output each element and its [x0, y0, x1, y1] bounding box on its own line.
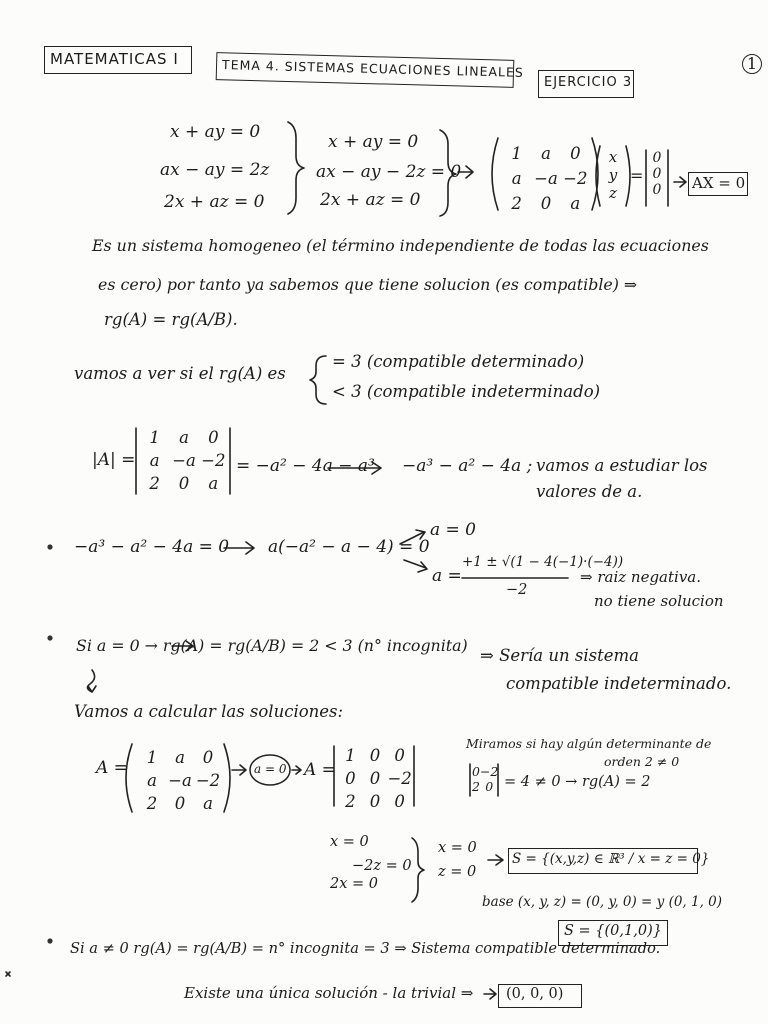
rearranged-eq-1: x + ay = 0 — [328, 132, 419, 152]
coef-matrix — [502, 144, 590, 213]
root-2-numerator: +1 ± √(1 − 4(−1)·(−4)) — [462, 554, 624, 570]
subject-title: MATEMATICAS I — [50, 50, 179, 68]
det-matrix — [140, 428, 228, 493]
minor-matrix — [472, 764, 499, 794]
reduced-brace — [412, 838, 424, 902]
A0-cell: 0 — [394, 792, 405, 811]
A0-matrix — [338, 746, 412, 811]
minor-value: = 4 ≠ 0 → rg(A) = 2 — [504, 774, 651, 790]
minor-note-2: orden 2 ≠ 0 — [604, 754, 680, 769]
case-a-ne-0-conclusion: Existe una única solución - la trivial ⇒ — [184, 984, 474, 1002]
unknowns-vector — [604, 148, 622, 202]
A0-label: A = — [304, 760, 336, 780]
det-note-2: valores de a. — [536, 482, 643, 501]
sub-arrow-2 — [292, 766, 301, 774]
A-cell: 0 — [174, 794, 186, 813]
A-matrix — [138, 748, 222, 813]
coef-cell: 0 — [570, 144, 581, 163]
det-note-1: vamos a estudiar los — [536, 456, 708, 475]
det-result: −a³ − a² − 4a ; — [402, 456, 533, 476]
det-cell: −a — [172, 451, 196, 470]
det-lhs: |A| = — [92, 450, 136, 470]
minor-cell: 0 — [472, 764, 480, 779]
roots-factored: a(−a² − a − 4) = 0 — [268, 537, 430, 557]
A-cell: −a — [168, 771, 192, 790]
matrix-form: AX = 0 — [692, 174, 746, 192]
minor-cell: 0 — [485, 779, 494, 794]
curly-down-arrow — [87, 670, 96, 692]
A0-cell: 0 — [369, 769, 381, 788]
minor-note-1: Miramos si hay algún determinante de — [466, 736, 712, 751]
bullet-1 — [47, 544, 52, 549]
reduced-eq-3: 2x = 0 — [330, 876, 378, 892]
A-label: A = — [96, 758, 128, 778]
A0-cell: 0 — [345, 769, 356, 788]
A-cell: 1 — [146, 748, 158, 767]
bullet-3 — [47, 938, 52, 943]
explanation-line-1: Es un sistema homogeneo (el término independiente de todas las ecuaciones — [92, 236, 709, 255]
case-a0-conclusion-1: ⇒ Sería un sistema — [480, 646, 639, 665]
case-a0-conclusion-2: compatible indeterminado. — [506, 674, 732, 693]
explanation-line-2: es cero) por tanto ya sabemos que tiene solucion (es compatible) ⇒ — [98, 275, 638, 294]
solution-arrow — [488, 855, 503, 865]
det-rhs: = −a² − 4a − a³ — [236, 456, 375, 476]
det-cell: a — [179, 428, 189, 447]
rank-brace — [310, 356, 326, 404]
explanation-line-3: rg(A) = rg(A/B). — [104, 310, 238, 329]
exercise-title: EJERCICIO 3 — [544, 75, 633, 90]
rearranged-eq-3: 2x + az = 0 — [320, 190, 421, 210]
rank-lead: vamos a ver si el rg(A) es — [74, 364, 286, 383]
det-cell: 0 — [208, 428, 219, 447]
unknown-cell: x — [608, 148, 618, 166]
root-2-comment-2: no tiene solucion — [594, 592, 724, 610]
minor-cell: 2 — [472, 779, 480, 794]
det-cell: a — [208, 474, 219, 493]
solution-eq-2: z = 0 — [438, 864, 477, 880]
implies-arrow-2 — [674, 177, 686, 187]
A-cell: −2 — [195, 771, 221, 790]
system-brace — [288, 122, 304, 214]
zero-cell: 0 — [652, 182, 662, 198]
system-eq-1: x + ay = 0 — [170, 122, 261, 142]
equals-sign: = — [630, 166, 644, 185]
coef-cell: 0 — [540, 194, 552, 213]
coef-cell: 2 — [511, 194, 522, 213]
A0-cell: −2 — [387, 769, 412, 788]
roots-equation: −a³ − a² − 4a = 0 — [74, 537, 230, 557]
A-cell: a — [147, 771, 157, 790]
coef-cell: −2 — [563, 169, 588, 188]
coef-cell: 1 — [511, 144, 522, 163]
reduced-eq-2: −2z = 0 — [352, 858, 412, 874]
system-eq-3: 2x + az = 0 — [164, 192, 265, 212]
A-cell: a — [203, 794, 213, 813]
root-2-comment-1: ⇒ raiz negativa. — [580, 568, 702, 586]
reduced-eq-1: x = 0 — [330, 834, 369, 850]
coef-cell: a — [511, 169, 522, 188]
det-cell: a — [149, 451, 160, 470]
rank-case-2: < 3 (compatible indeterminado) — [332, 382, 601, 401]
solution-set: S = {(x,y,z) ∈ ℝ³ / x = z = 0} — [512, 851, 710, 867]
root-2-denominator: −2 — [506, 582, 528, 598]
unknown-cell: y — [608, 166, 618, 184]
A0-cell: 0 — [394, 746, 405, 765]
coef-cell: a — [541, 144, 551, 163]
coef-cell: a — [570, 194, 581, 213]
topic-title: TEMA 4. SISTEMAS ECUACIONES LINEALES — [221, 57, 524, 80]
det-cell: 1 — [149, 428, 160, 447]
det-cell: −2 — [201, 451, 226, 470]
zeros-vector — [648, 150, 666, 198]
det-cell: 2 — [149, 474, 160, 493]
margin-mark — [6, 972, 10, 976]
basis-line: base (x, y, z) = (0, y, 0) = y (0, 1, 0) — [482, 894, 723, 910]
unknown-cell: z — [609, 184, 617, 202]
zero-cell: 0 — [652, 150, 662, 166]
substitution-label: a = 0 — [254, 762, 287, 776]
A-cell: 2 — [146, 794, 158, 813]
page-number: 1 — [742, 54, 762, 74]
A-cell: 0 — [202, 748, 214, 767]
solution-eq-1: x = 0 — [438, 840, 477, 856]
root-2-prefix: a = — [432, 566, 462, 586]
zero-cell: 0 — [652, 166, 662, 182]
rank-case-1: = 3 (compatible determinado) — [332, 352, 585, 371]
solve-lead: Vamos a calcular las soluciones: — [74, 702, 344, 721]
sub-arrow-1 — [232, 765, 246, 775]
case-a0-statement: Si a = 0 → rg(A) = rg(A/B) = 2 < 3 (n° incognita) — [76, 636, 468, 655]
minor-cell: −2 — [479, 764, 499, 779]
trivial-arrow — [484, 989, 496, 999]
root-1: a = 0 — [430, 520, 477, 540]
system-eq-2: ax − ay = 2z — [160, 160, 270, 180]
A0-cell: 2 — [345, 792, 356, 811]
A0-cell: 0 — [369, 792, 381, 811]
case-a-ne-0-statement: Si a ≠ 0 rg(A) = rg(A/B) = n° incognita = 3 ⇒ Sistema compatible determinado. — [70, 940, 661, 957]
det-cell: 0 — [178, 474, 190, 493]
coef-cell: −a — [534, 169, 558, 188]
A-cell: a — [175, 748, 185, 767]
A0-cell: 0 — [369, 746, 381, 765]
basis: S = {(0,1,0)} — [564, 923, 662, 939]
bullet-2 — [47, 635, 52, 640]
A0-cell: 1 — [345, 746, 356, 765]
root-branch-down — [404, 560, 427, 572]
rearranged-eq-2: ax − ay − 2z = 0 — [316, 162, 462, 182]
trivial-solution: (0, 0, 0) — [506, 986, 564, 1002]
